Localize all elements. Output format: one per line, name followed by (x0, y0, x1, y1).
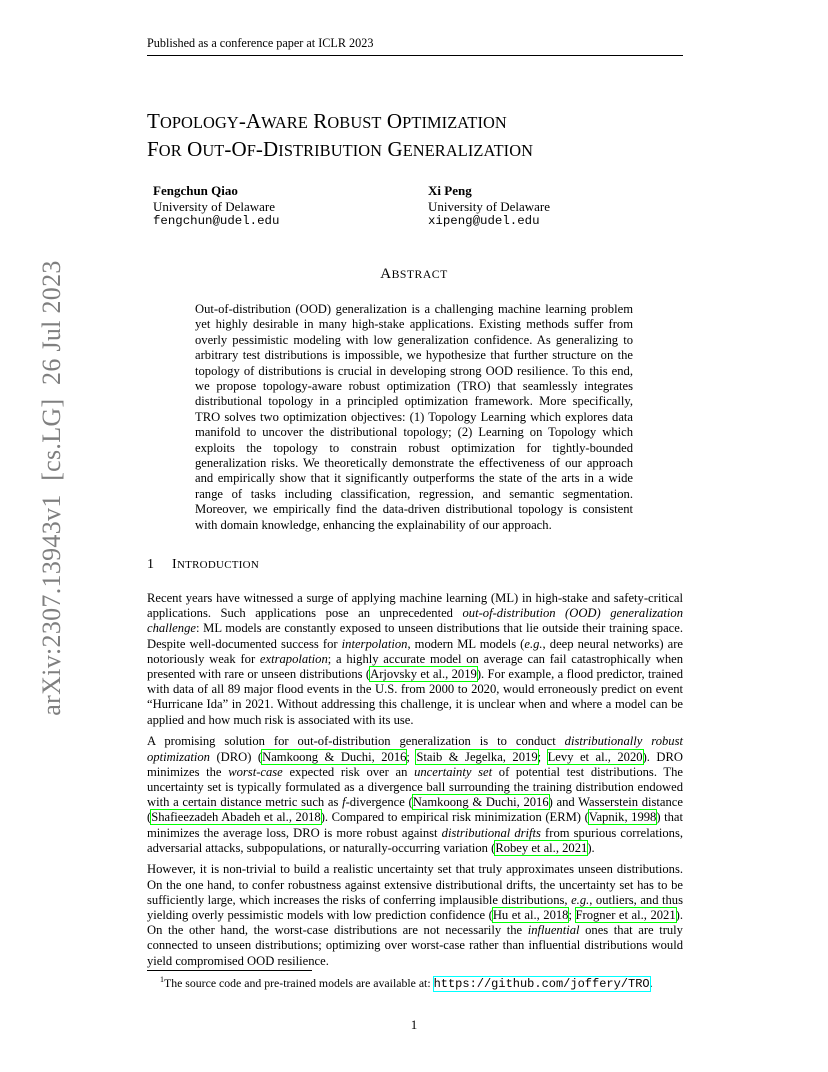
title-line-2: FOR OUT-OF-DISTRIBUTION GENERALIZATION (147, 137, 534, 161)
citation-link[interactable]: Namkoong & Duchi, 2016 (262, 749, 407, 764)
author-block-1 (153, 183, 279, 230)
citation-link[interactable]: Hu et al., 2018 (492, 908, 569, 923)
citation-link[interactable]: Frogner et al., 2021 (575, 908, 676, 923)
abstract-text: Out-of-distribution (OOD) generalization is a challenging machine learning problem yet highly desirable in many high-stake applications. Existing methods suffer from overly pessimistic modeling with low generalization confidence. As generalizing to arbitrary test distributions is impossible, we hypothesize that further structure on the topology of distributions is crucial in developing strong OOD resilience. To this end, we propose topology-aware robust optimization (TRO) that seamlessly integrates distributional topology in a principled optimization framework. More specifically, TRO solves two optimization objectives: (1) Topology Learning which explores data manifold to uncover the distributional topology; (2) Learning on Topology which exploits the topology to constrain robust optimization for tightly-bounded generalization risks. We theoretically demonstrate the effectiveness of our approach and empirically show that it significantly outperforms the state of the arts in a wide range of tasks including classification, regression, and semantic segmentation. Moreover, we empirically find the data-driven distributional topology is consistent with domain knowledge, enhancing the explainability of our approach. (195, 302, 633, 532)
citation-link[interactable]: Robey et al., 2021 (495, 840, 588, 855)
citation-link[interactable]: Levy et al., 2020 (547, 749, 643, 764)
citation-link[interactable]: Shafieezadeh Abadeh et al., 2018 (151, 810, 321, 825)
page-number: 1 (410, 1017, 418, 1032)
citation-link[interactable]: Staib & Jegelka, 2019 (416, 749, 538, 764)
footnote: $^1$The source code and pre-trained models are available at: https://github.com/joffery/TRO. (160, 975, 653, 991)
title-line-1: TOPOLOGY-AWARE ROBUST OPTIMIZATION (147, 109, 507, 133)
footnote-text: The source code and pre-trained models are available at: (164, 975, 434, 990)
citation-link[interactable]: Vapnik, 1998 (588, 810, 657, 825)
author-name: Fengchun Qiao (153, 183, 238, 198)
citation-link[interactable]: Arjovsky et al., 2019 (370, 667, 477, 682)
body-text (147, 591, 683, 975)
section-title: INTRODUCTION (172, 557, 260, 572)
footnote-marker: 1 (160, 975, 164, 984)
author-name: Xi Peng (428, 183, 472, 198)
paper-title (147, 108, 707, 164)
footnote-divider (147, 970, 312, 971)
author-affiliation: University of Delaware (153, 198, 276, 214)
abstract-heading: ABSTRACT (380, 266, 448, 282)
citation-link[interactable]: Namkoong & Duchi, 2016 (412, 795, 549, 810)
paragraph-1: Recent years have witnessed a surge of applying machine learning (ML) in high-stake and safety-critical applications. Such applications pose an unprecedented out-of-distribution (OOD) generalization challenge: ML models are constantly exposed to unseen distributions that lie outside their training space. Despite well-documented success for interpolation, modern ML models (e.g., deep neural networks) are notoriously weak for extrapolation; a highly accurate model on average can fail catastrophically when presented with rare or unseen distributions (Arjovsky et al., 2019). For example, a flood predictor, trained with data of all 89 major flood events in the U.S. from 2000 to 2020, would erroneously predict on event “Hurricane Ida” in 2021. Without addressing this challenge, it is unclear when and where a model can be applied and how much risk is associated with its use. (147, 591, 683, 727)
repository-link[interactable]: https://github.com/joffery/TRO (433, 976, 650, 991)
author-email[interactable]: xipeng@udel.edu (428, 214, 540, 228)
section-heading (147, 557, 259, 573)
paragraph-3: However, it is non-trivial to build a realistic uncertainty set that truly approximates unseen distributions. On the one hand, to confer robustness against extensive distributional drifts, the uncertainty set has to be sufficiently large, which increases the risks of conferring implausible distributions, e.g., outliers, and thus yielding overly pessimistic models with low prediction confidence (Hu et al., 2018; Frogner et al., 2021). On the other hand, the worst-case distributions are not necessarily the influential ones that are truly connected to unseen distributions; optimizing over worst-case rather than influential distributions would yield compromised OOD resilience. (147, 862, 683, 968)
arxiv-identifier[interactable]: arXiv:2307.13943v1 [cs.LG] 26 Jul 2023 (37, 260, 66, 716)
author-email[interactable]: fengchun@udel.edu (153, 214, 280, 228)
paragraph-2: A promising solution for out-of-distribution generalization is to conduct distributionally robust optimization (DRO) (Namkoong & Duchi, 2016; Staib & Jegelka, 2019; Levy et al., 2020). DRO minimizes the worst-case expected risk over an uncertainty set of potential test distributions. The uncertainty set is typically formulated as a divergence ball surrounding the training distribution endowed with a certain distance metric such as f-divergence (Namkoong & Duchi, 2016) and Wasserstein distance (Shafieezadeh Abadeh et al., 2018). Compared to empirical risk minimization (ERM) (Vapnik, 1998) that minimizes the average loss, DRO is more robust against distributional drifts from spurious correlations, adversarial attacks, subpopulations, or naturally-occurring variation (Robey et al., 2021). (147, 734, 684, 855)
author-block-2 (428, 183, 550, 230)
author-affiliation: University of Delaware (428, 198, 551, 214)
section-number: 1 (147, 557, 155, 572)
running-header: Published as a conference paper at ICLR 2023 (147, 36, 683, 56)
